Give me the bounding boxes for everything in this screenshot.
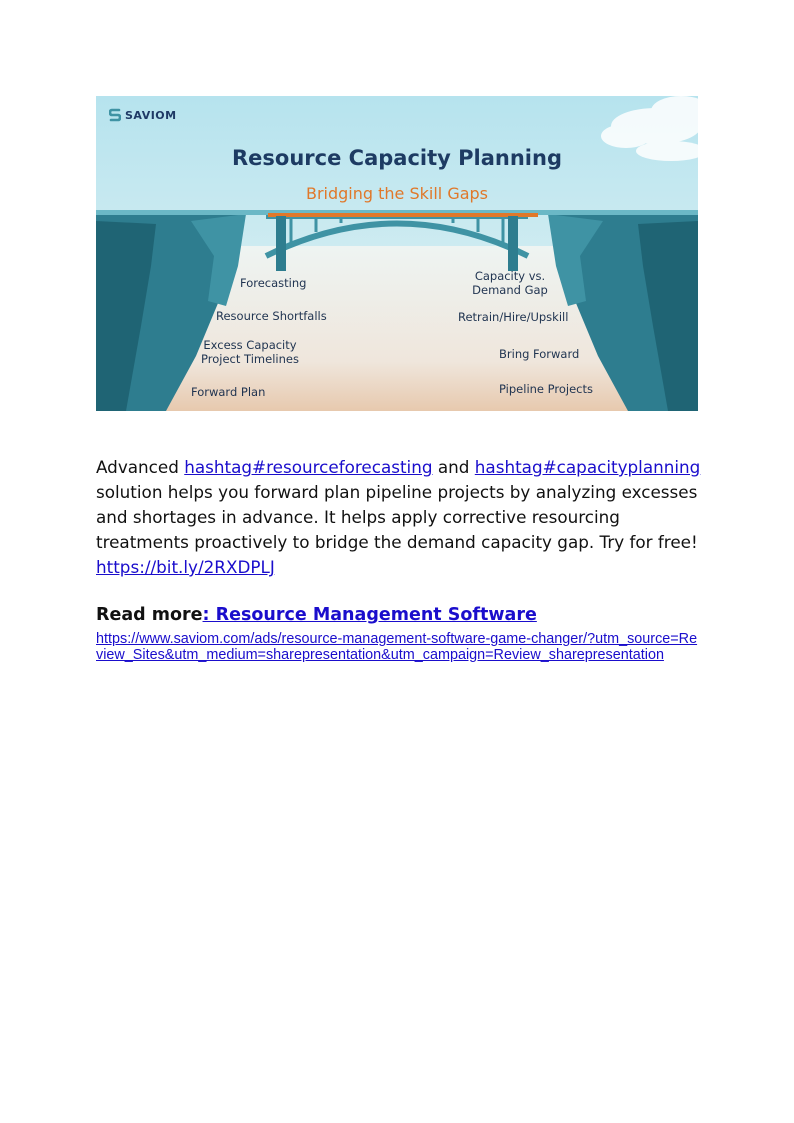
hashtag-capacityplanning-link[interactable]: hashtag#capacityplanning <box>474 457 701 477</box>
label-pipeline-projects: Pipeline Projects <box>499 382 593 396</box>
intro-paragraph <box>96 455 706 580</box>
label-forecasting: Forecasting <box>240 276 307 290</box>
label-forward-plan: Forward Plan <box>191 385 266 399</box>
text-advanced: Advanced <box>96 457 179 477</box>
label-excess-capacity-line1: Excess Capacity <box>203 338 297 352</box>
banner-subtitle: Bridging the Skill Gaps <box>305 184 489 203</box>
bridge-deck <box>268 213 538 217</box>
label-resource-shortfalls: Resource Shortfalls <box>216 309 327 323</box>
short-link[interactable]: https://bit.ly/2RXDPLJ <box>96 557 275 577</box>
banner-illustration <box>96 96 698 411</box>
saviom-logo <box>109 108 177 122</box>
read-more-heading <box>96 605 537 625</box>
banner-title: Resource Capacity Planning <box>232 146 562 170</box>
label-bring-forward: Bring Forward <box>499 347 580 361</box>
hero-banner <box>96 96 698 411</box>
label-excess-capacity <box>196 338 304 366</box>
resource-management-software-link[interactable]: : Resource Management Software <box>202 605 537 625</box>
label-capacity-demand-gap <box>456 269 564 297</box>
read-more-label: Read more <box>96 605 203 625</box>
read-more-url[interactable]: https://www.saviom.com/ads/resource-management-software-game-changer/?utm_source=Review_Sites&utm_medium=sharepresentation&utm_campaign=Review_sharepresentation <box>96 631 698 663</box>
hashtag-resourceforecasting-link[interactable]: hashtag#resourceforecasting <box>184 457 433 477</box>
saviom-logo-icon <box>109 108 121 122</box>
label-demand-gap: Demand Gap <box>472 283 548 297</box>
label-retrain-hire-upskill: Retrain/Hire/Upskill <box>458 310 569 324</box>
brand-name: SAVIOM <box>125 108 177 122</box>
label-project-timelines: Project Timelines <box>201 352 299 366</box>
text-and: and <box>437 457 470 477</box>
label-capacity-vs: Capacity vs. <box>474 269 546 283</box>
text-description: solution helps you forward plan pipeline projects by analyzing excesses and shortages in advance. It helps apply corrective resourcing treatments proactively to bridge the demand capacity gap. Try for free! <box>96 482 698 552</box>
